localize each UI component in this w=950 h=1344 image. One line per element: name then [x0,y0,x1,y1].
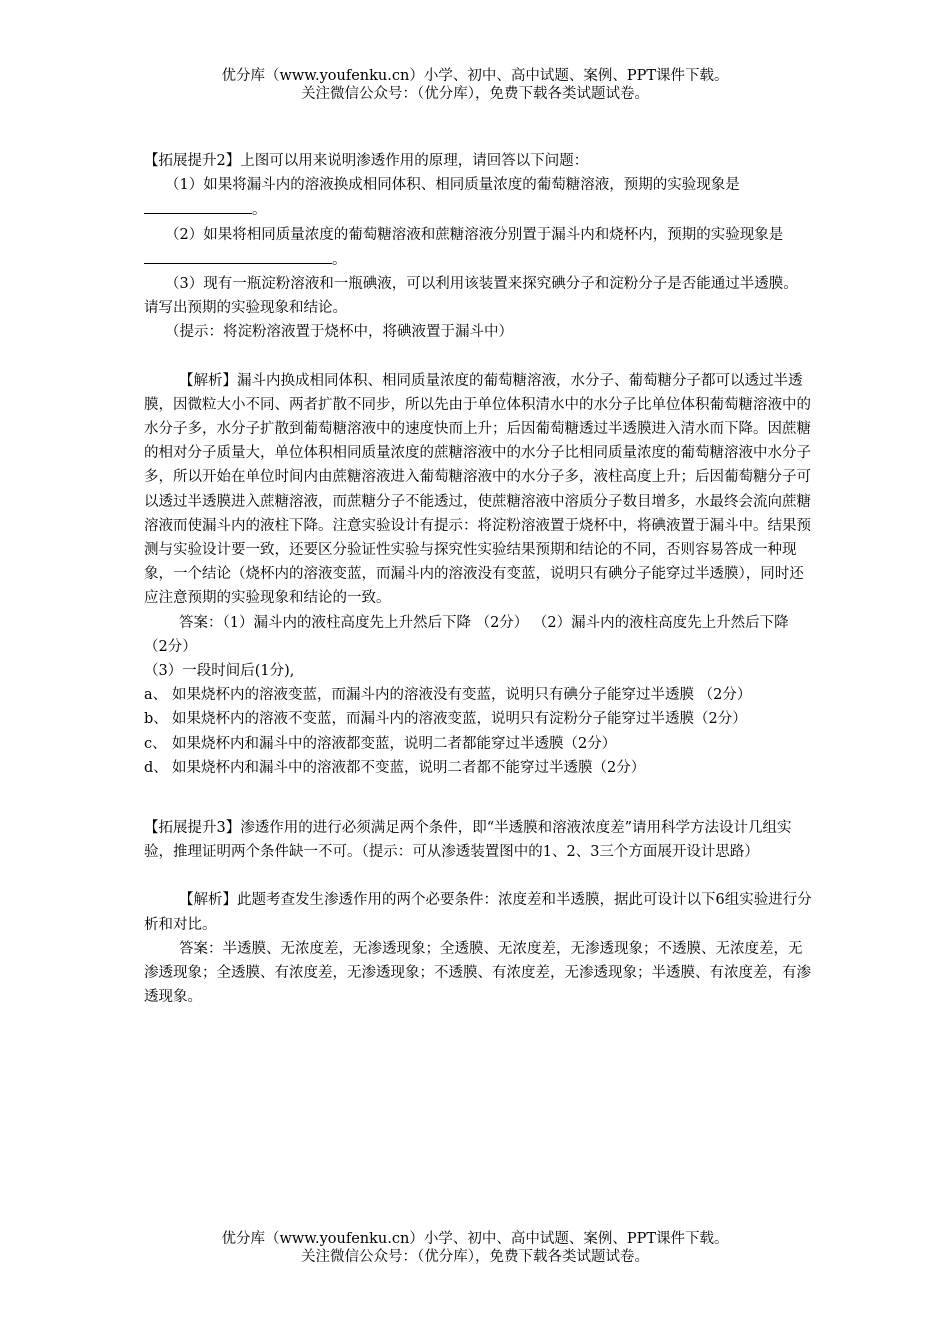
question-2-end: 。 [332,251,347,268]
list-item-label: a、 [144,687,168,704]
answer-blank-1[interactable] [144,197,252,214]
footer-line-2: 关注微信公众号：（优分库），免费下载各类试题试卷。 [301,1249,649,1265]
section3-answer: 答案：半透膜、无浓度差，无渗透现象；全透膜、无浓度差，无渗透现象；不透膜、无浓度差，无渗透现象；全透膜、有浓度差，无渗透现象；不透膜、有浓度差，无渗透现象；半透膜、有浓度差，有渗透现象。 [144,940,811,1006]
spacer [144,864,812,888]
list-item [144,683,812,707]
page-header [0,67,950,103]
header-line-2: 关注微信公众号：（优分库），免费下载各类试题试卷。 [301,86,649,102]
footer-line-1: 优分库（www.youfenku.cn）小学、初中、高中试题、案例、PPT课件下载。 [221,1231,729,1247]
question-1 [144,173,812,222]
question-3-hint: （提示：将淀粉溶液置于烧杯中，将碘液置于漏斗中） [165,324,513,341]
section3-analysis: 【解析】此题考查发生渗透作用的两个必要条件：浓度差和半透膜，据此可设计以下6组实验进行分析和对比。 [144,892,812,933]
section2-answer-3: （3）一段时间后(1分), [144,663,295,680]
list-item [144,732,812,756]
section2-answer: 答案：（1）漏斗内的液柱高度先上升然后下降 （2分） （2）漏斗内的液柱高度先上升然后下降（2分） [144,614,789,655]
answer-blank-2[interactable] [144,247,332,264]
header-line-1: 优分库（www.youfenku.cn）小学、初中、高中试题、案例、PPT课件下载。 [221,68,729,84]
spacer [144,345,812,369]
list-item [144,756,812,780]
question-1-end: 。 [252,202,267,219]
list-item-label: b、 [144,711,168,728]
list-item-text: 如果烧杯内的溶液不变蓝，而漏斗内的溶液变蓝，说明只有淀粉分子能穿过半透膜（2分） [172,711,747,728]
section2-analysis: 【解析】漏斗内换成相同体积、相同质量浓度的葡萄糖溶液，水分子、葡萄糖分子都可以透过半透膜，因微粒大小不同、两者扩散不同步，所以先由于单位体积清水中的水分子比单位体积葡萄糖溶液中的水分子多，水分子扩散到葡萄糖溶液中的速度快而上升；后因葡萄糖透过半透膜进入清水而下降。因蔗糖的相对分子质量大，单位体积相同质量浓度的蔗糖溶液中的水分子比相同质量浓度的葡萄糖溶液中水分子多，所以开始在单位时间内由蔗糖溶液进入葡萄糖溶液中的水分子多，液柱高度上升；后因葡萄糖分子可以透过半透膜进入蔗糖溶液，而蔗糖分子不能透过，使蔗糖溶液中溶质分子数目增多，水最终会流向蔗糖溶液而使漏斗内的液柱下降。注意实验设计有提示：将淀粉溶液置于烧杯中，将碘液置于漏斗中。结果预测与实验设计要一致，还要区分验证性实验与探究性实验结果预期和结论的不同，否则容易答成一种现象，一个结论（烧杯内的溶液变蓝，而漏斗内的溶液没有变蓝，说明只有碘分子能穿过半透膜），同时还应注意预期的实验现象和结论的一致。 [144,372,811,607]
list-item-label: d、 [144,759,168,776]
list-item-text: 如果烧杯内的溶液变蓝，而漏斗内的溶液没有变蓝，说明只有碘分子能穿过半透膜 （2分） [172,687,752,704]
spacer [144,780,812,816]
list-item-label: c、 [144,735,167,752]
list-item [144,707,812,731]
page-body [144,149,812,1010]
question-2 [144,223,812,272]
page-footer [0,1230,950,1266]
list-item-text: 如果烧杯内和漏斗中的溶液都变蓝，说明二者都能穿过半透膜（2分） [172,735,617,752]
question-2-text: （2）如果将相同质量浓度的葡萄糖溶液和蔗糖溶液分别置于漏斗内和烧杯内，预期的实验现象是 [165,226,784,243]
list-item-text: 如果烧杯内和漏斗中的溶液都不变蓝，说明二者都不能穿过半透膜（2分） [172,759,646,776]
question-3: （3）现有一瓶淀粉溶液和一瓶碘液，可以利用该装置来探究碘分子和淀粉分子是否能通过半透膜。请写出预期的实验现象和结论。 [144,276,798,317]
section2-title: 【拓展提升2】上图可以用来说明渗透作用的原理，请回答以下问题： [144,153,589,169]
question-1-text: （1）如果将漏斗内的溶液换成相同体积、相同质量浓度的葡萄糖溶液，预期的实验现象是 [165,177,740,194]
section3-title: 【拓展提升3】渗透作用的进行必须满足两个条件，即“半透膜和溶液浓度差”请用科学方法设计几组实验，推理证明两个条件缺一不可。（提示：可从渗透装置图中的1、2、3三个方面展开设计思路） [144,820,792,861]
